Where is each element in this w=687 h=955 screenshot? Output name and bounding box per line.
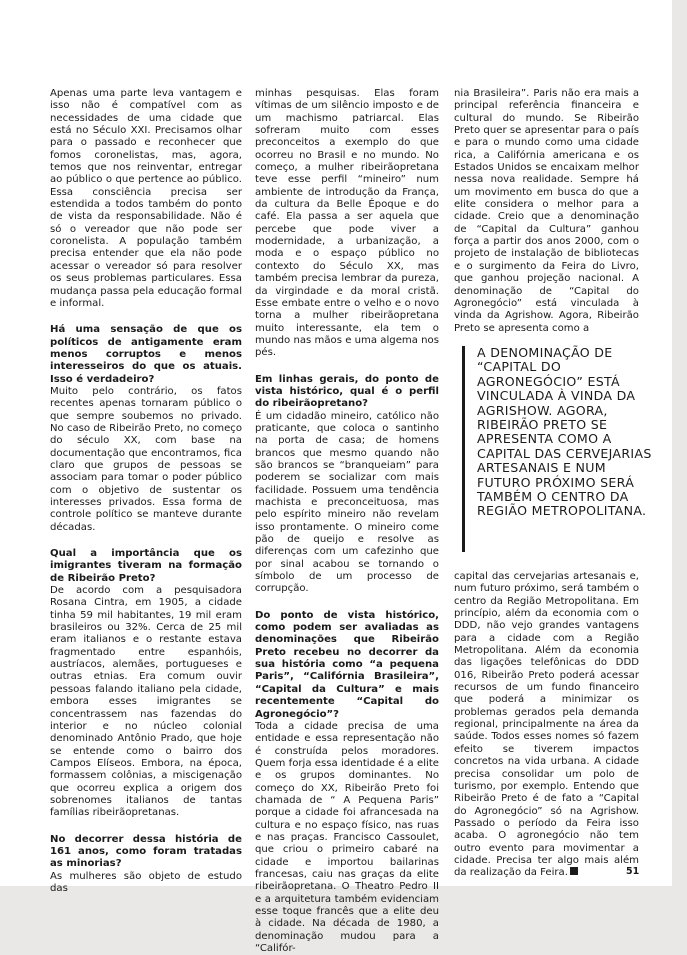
text-column-3-top	[454, 88, 639, 335]
text-column-3-bottom	[454, 571, 639, 880]
pull-quote: A DENOMINAÇÃO DE “CAPITAL DO AGRONEGÓCIO” ESTÁ VINCULADA À VINDA DA AGRISHOW. AGORA, RIBEIRÃO PRETO SE APRESENTA COMO A CAPITAL DAS CERVEJARIAS ARTESANAIS E NUM FUTURO PRÓXIMO SERÁ TAMBÉM O CENTRO DA REGIÃO METROPOLITANA.	[462, 346, 657, 552]
body-paragraph	[454, 571, 639, 880]
body-paragraph: Muito pelo contrário, os fatos recentes apenas tornaram público o que sempre soubemos no privado. No caso de Ribeirão Preto, no começo do século XX, com base na documentação que encontramos, fica claro que grupos de pessoas se associam para tomar o poder público com o objetivo de sustentar os interesses privados. Essa forma de controle político se manteve durante décadas.	[50, 385, 242, 533]
body-paragraph: nia Brasileira”. Paris não era mais a principal referência financeira e cultural do mundo. Se Ribeirão Preto quer se apresentar para o país e para o mundo como uma cidade rica, a Califórnia americana e os Estados Unidos se encaixam melhor nessa nova realidade. Sempre há um movimento em busca do que a elite considera o melhor para a cidade. Creio que a denominação de “Capital da Cultura” ganhou força a partir dos anos 2000, com o projeto de instalação de bibliotecas e o surgimento da Feira do Livro, que ganhou projeção nacional. A denominação de “Capital do Agronegócio” está vinculada à vinda da Agrishow. Agora, Ribeirão Preto se apresenta como a	[454, 88, 639, 334]
text-column-1	[50, 88, 242, 895]
page-number: 51	[626, 866, 640, 877]
closing-paragraph-text: capital das cervejarias artesanais e, num futuro próximo, será também o centro da Região Metropolitana. Em princípio, além da economia com o DDD, não vejo grandes vantagens para a cidade com a Região Metropolitana. Além da economia das ligações telefônicas do DDD 016, Ribeirão Preto poderá acessar recursos de um fundo financeiro que poderá a minimizar os problemas gerados pela demanda regional, principalmente na área da saúde. Todos esses nomes só fazem efeito se tiverem impactos concretos na vida urbana. A cidade precisa consolidar um polo de turismo, por exemplo. Entendo que Ribeirão Preto é de fato a “Capital do Agronegócio” só na Agrishow. Passado o período da Feira isso acaba. O agronegócio não tem outro evento para movimentar a cidade. Precisa ter algo mais além da realização da Feira.	[454, 571, 639, 879]
interview-question: No decorrer dessa história de 161 anos, como foram tratadas as minorias?	[50, 833, 242, 870]
body-paragraph: É um cidadão mineiro, católico não praticante, que coloca o santinho na porta de casa; de homens brancos que mesmo quando não são brancos se “branqueiam” para poderem se socializar com mais facilidade. Possuem uma tendência machista e preconceituosa, mas pelo espírito mineiro não revelam isso prontamente. O mineiro come pão de queijo e resolve as diferenças com um cafezinho que por sinal acabou se tornando o símbolo de um processo de corrupção.	[255, 410, 439, 595]
interview-question: Qual a importância que os imigrantes tiveram na formação de Ribeirão Preto?	[50, 548, 242, 584]
interview-question: Há uma sensação de que os políticos de antigamente eram menos corruptos e menos interesseiros do que os atuais. Isso é verdadeiro?	[50, 324, 242, 385]
body-paragraph: De acordo com a pesquisadora Rosana Cintra, em 1905, a cidade tinha 59 mil habitantes, 19 mil eram brasileiros ou 32%. Cerca de 25 mil eram italianos e o restante estava fragmentado entre espanhóis, austríacos, alemães, portugueses e outras etnias. Era comum ouvir pessoas falando italiano pela cidade, embora esses imigrantes se concentrassem nas fazendas do interior e no núcleo colonial denominado Antônio Prado, que hoje se entende como o bairro dos Campos Elíseos. Embora, na época, formassem colônias, a miscigenação que ocorreu explica a origem dos sobrenomes italianos de tantas famílias ribeirãopretanas.	[50, 585, 242, 819]
body-paragraph: Apenas uma parte leva vantagem e isso não é compatível com as necessidades de uma cidade que está no Século XXI. Precisamos olhar para o passado e reconhecer que fomos coronelistas, mas, agora, temos que nos reinventar, entregar ao público o que pertence ao público. Essa consciência precisa ser estendida a todos também do ponto de vista da responsabilidade. Não é só o vereador que não pode ser coronelista. A população também precisa entender que ela não pode acessar o vereador só para resolver os seus problemas particulares. Essa mudança passa pela educação formal e informal.	[50, 88, 242, 309]
body-paragraph: Toda a cidade precisa de uma entidade e essa representação não é construída pelos moradores. Quem forja essa identidade é a elite e os grupos dominantes. No começo do XX, Ribeirão Preto foi chamada de “ A Pequena Paris” porque a cidade foi afrancesada na cultura e no espaço físico, nas ruas e nas praças. Francisco Cassoulet, que criou o primeiro cabaré na cidade e importou bailarinas francesas, caiu nas graças da elite ribeirãopretana. O Theatro Pedro II e a arquitetura também evidenciam esse toque francês que a elite deu à cidade. Na década de 1980, a denominação mudou para a “Califór-	[255, 720, 439, 955]
body-paragraph: As mulheres são objeto de estudo das	[50, 870, 242, 894]
body-paragraph: minhas pesquisas. Elas foram vítimas de um silêncio imposto e de um machismo patriarcal. Elas sofreram muito com esses preconceitos a exemplo do que ocorreu no Brasil e no mundo. No começo, a mulher ribeirãopretana teve esse perfil “mineiro” num ambiente de introdução da França, da cultura da Belle Époque e do café. Ela passa a ser aquela que percebe que pode viver a modernidade, a urbanização, a moda e o espaço público no contexto do Século XX, mas também precisa lembrar da pureza, da virgindade e da moral cristã. Esse embate entre o velho e o novo torna a mulher ribeirãopretana muito interessante, ela tem o mundo nas mãos e uma algema nos pés.	[255, 88, 439, 359]
end-of-article-icon	[570, 867, 578, 875]
interview-question: Em linhas gerais, do ponto de vista histórico, qual é o perfil do ribeirãopretano?	[255, 373, 439, 410]
interview-question: Do ponto de vista histórico, como podem ser avaliadas as denominações que Ribeirão Preto recebeu no decorrer da sua história como “a pequena Paris”, “Califórnia Brasileira”, “Capital da Cultura” e mais recentemente “Capital do Agronegócio”?	[255, 609, 439, 720]
text-column-2	[255, 88, 439, 955]
